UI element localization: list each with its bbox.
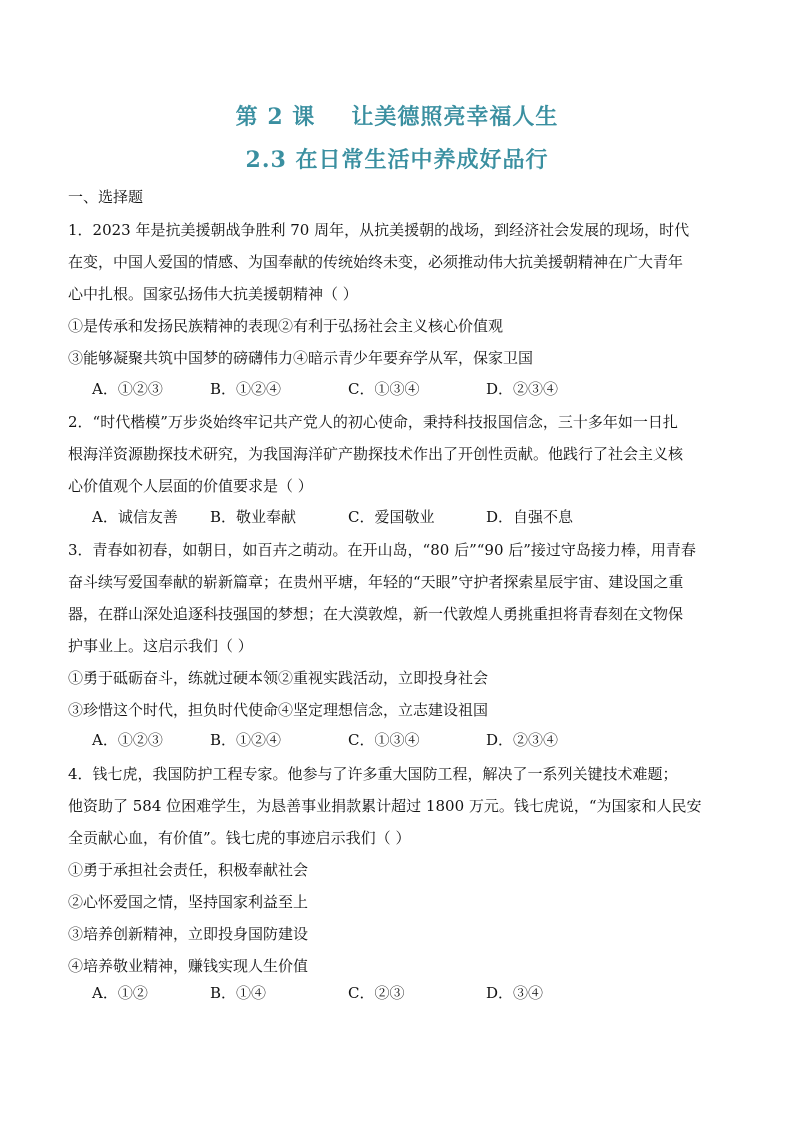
option-b[interactable]: B．①④ [210, 984, 267, 1002]
option-d[interactable]: D．③④ [486, 984, 544, 1002]
question-line: ①勇于砥砺奋斗，练就过硬本领②重视实践活动，立即投身社会 [68, 669, 489, 687]
option-a[interactable]: A．①② [92, 984, 148, 1002]
question-line: 4．钱七虎，我国防护工程专家。他参与了许多重大国防工程，解决了一系列关键技术难题； [68, 765, 678, 783]
question-line: 心中扎根。国家弘扬伟大抗美援朝精神（ ） [68, 285, 358, 303]
question-line: 器，在群山深处追逐科技强国的梦想；在大漠敦煌，新一代敦煌人勇挑重担将青春刻在文物保 [68, 605, 684, 623]
question-line: 1．2023 年是抗美援朝战争胜利 70 周年，从抗美援朝的战场，到经济社会发展的现场，时代 [68, 221, 690, 239]
option-d[interactable]: D．②③④ [486, 731, 559, 749]
option-a[interactable]: A．诚信友善 [92, 508, 178, 526]
question-line: 奋斗续写爱国奉献的崭新篇章；在贵州平塘，年轻的“天眼”守护者探索星辰宇宙、建设国之重 [68, 573, 684, 591]
question-1 [68, 214, 728, 374]
question-3 [68, 534, 728, 726]
option-a[interactable]: A．①②③ [92, 380, 163, 398]
question-line: 3．青春如初春，如朝日，如百卉之萌动。在开山岛，“80 后”“90 后”接过守岛接力棒，用青春 [68, 541, 696, 559]
option-a[interactable]: A．①②③ [92, 731, 163, 749]
question-line: ③珍惜这个时代，担负时代使命④坚定理想信念，立志建设祖国 [68, 701, 489, 719]
question-line: ④培养敬业精神，赚钱实现人生价值 [68, 957, 309, 975]
section-heading: 一、选择题 [68, 188, 144, 206]
question-line: ③培养创新精神，立即投身国防建设 [68, 925, 309, 943]
question-line: 2．“时代楷模”万步炎始终牢记共产党人的初心使命，秉持科技报国信念，三十多年如一日扎 [68, 413, 678, 431]
section-subtitle: 2.3 在日常生活中养成好品行 [245, 147, 549, 173]
option-c[interactable]: C．①③④ [348, 380, 420, 398]
question-line: 全贡献心血，有价值”。钱七虎的事迹启示我们（ ） [68, 829, 411, 847]
question-line: ②心怀爱国之情，坚持国家利益至上 [68, 893, 309, 911]
question-line: ①勇于承担社会责任，积极奉献社会 [68, 861, 309, 879]
option-c[interactable]: C．爱国敬业 [348, 508, 435, 526]
option-c[interactable]: C．②③ [348, 984, 405, 1002]
option-b[interactable]: B．①②④ [210, 731, 282, 749]
option-c[interactable]: C．①③④ [348, 731, 420, 749]
option-d[interactable]: D．自强不息 [486, 508, 574, 526]
question-4 [68, 758, 728, 982]
lesson-title [0, 100, 794, 131]
lesson-name: 让美德照亮幸福人生 [351, 104, 559, 130]
question-line: ①是传承和发扬民族精神的表现②有利于弘扬社会主义核心价值观 [68, 317, 504, 335]
question-2 [68, 406, 728, 502]
question-line: ③能够凝聚共筑中国梦的磅礴伟力④暗示青少年要弃学从军，保家卫国 [68, 349, 534, 367]
question-line: 在变，中国人爱国的情感、为国奉献的传统始终未变，必须推动伟大抗美援朝精神在广大青年 [68, 253, 684, 271]
option-b[interactable]: B．①②④ [210, 380, 282, 398]
option-d[interactable]: D．②③④ [486, 380, 559, 398]
question-line: 护事业上。这启示我们（ ） [68, 637, 253, 655]
lesson-number: 第 2 课 [235, 104, 316, 130]
option-b[interactable]: B．敬业奉献 [210, 508, 297, 526]
question-line: 根海洋资源勘探技术研究，为我国海洋矿产勘探技术作出了开创性贡献。他践行了社会主义核 [68, 445, 684, 463]
question-line: 心价值观个人层面的价值要求是（ ） [68, 477, 313, 495]
question-line: 他资助了 584 位困难学生，为恳善事业捐款累计超过 1800 万元。钱七虎说，“为国家和人民安 [68, 797, 702, 815]
